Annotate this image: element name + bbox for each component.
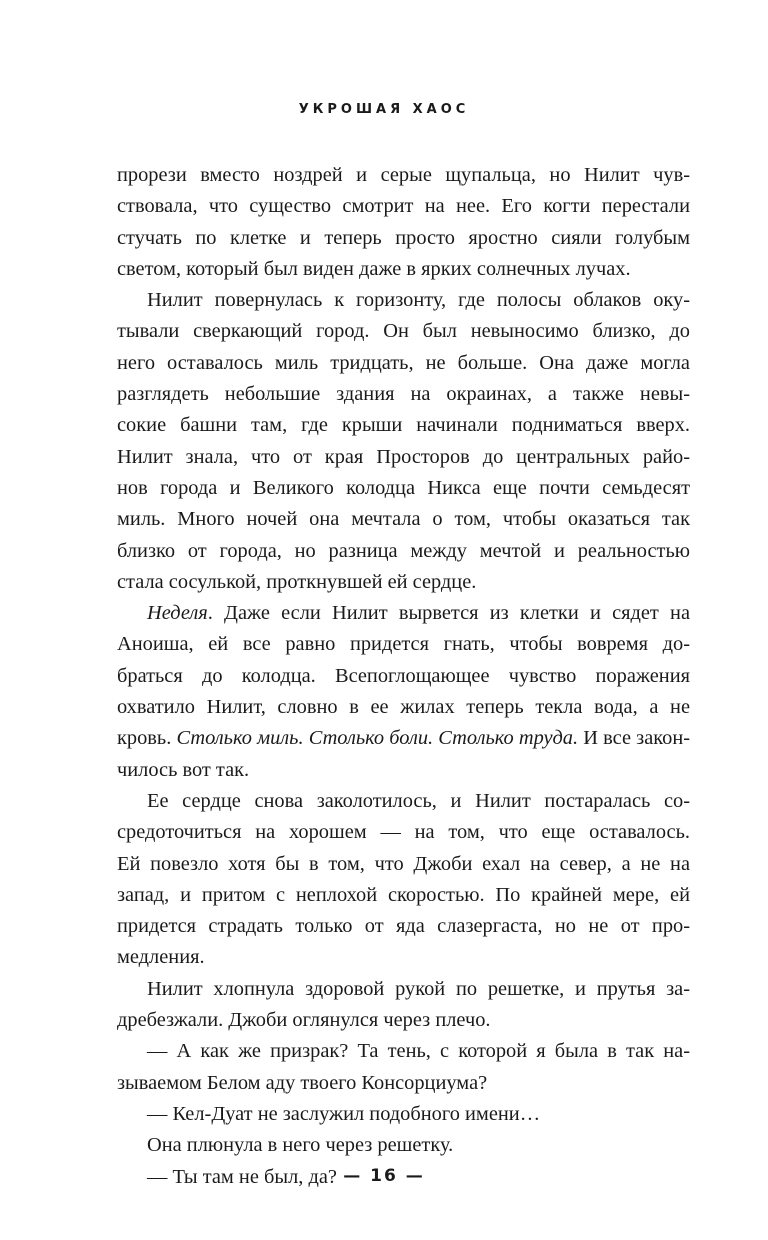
text-line: Она плюнула в него через решетку. bbox=[147, 1134, 454, 1157]
text-line: браться до колодца. Всепоглощающее чувство поражения bbox=[117, 664, 690, 687]
text-line: стучать по клетке и теперь просто яростно сияли голубым bbox=[117, 226, 690, 249]
text-line: Нилит хлопнула здоровой рукой по решетке, и прутья за- bbox=[147, 977, 690, 1000]
text-line: разглядеть небольшие здания на окраинах, а также невы- bbox=[117, 383, 690, 406]
paragraph-3 bbox=[117, 598, 690, 786]
text-line: сокие башни там, где крыши начинали подниматься вверх. bbox=[117, 414, 690, 437]
page-number: — 16 — bbox=[343, 1166, 425, 1186]
text-line: запад, и притом с неплохой скоростью. По крайней мере, ей bbox=[117, 883, 690, 906]
paragraph-1 bbox=[117, 160, 690, 285]
text-line: нов города и Великого колодца Никса еще почти семьдесят bbox=[117, 476, 690, 499]
text-line: Аноиша, ей все равно придется гнать, чтобы вовремя до- bbox=[117, 633, 690, 656]
paragraph-2 bbox=[117, 285, 690, 598]
text-run: И все закон- bbox=[578, 727, 691, 750]
text-line: Нилит повернулась к горизонту, где полосы облаков оку- bbox=[147, 289, 690, 312]
paragraph-5 bbox=[117, 974, 690, 1037]
text-line: охватило Нилит, словно в ее жилах теперь текла вода, а не bbox=[117, 696, 690, 719]
paragraph-4 bbox=[117, 786, 690, 974]
text-line: миль. Много ночей она мечтала о том, чтобы оказаться так bbox=[117, 508, 690, 531]
text-line: придется страдать только от яда слазергаста, но не от про- bbox=[117, 915, 690, 938]
text-line: прорези вместо ноздрей и серые щупальца, но Нилит чув- bbox=[117, 164, 690, 186]
text-run: кровь. bbox=[117, 727, 177, 750]
text-line: Нилит знала, что от края Просторов до центральных райо- bbox=[117, 445, 690, 468]
italic-text: Неделя bbox=[147, 602, 208, 625]
text-line: близко от города, но разница между мечтой и реальностью bbox=[117, 539, 690, 562]
text-line: ствовала, что существо смотрит на нее. Его когти перестали bbox=[117, 195, 690, 218]
text-line: светом, который был виден даже в ярких солнечных лучах. bbox=[117, 257, 631, 280]
page-body-text bbox=[117, 160, 690, 1193]
text-line: стала сосулькой, проткнувшей ей сердце. bbox=[117, 570, 477, 593]
text-line: Ее сердце снова заколотилось, и Нилит постаралась со- bbox=[147, 789, 690, 812]
paragraph-7-dialogue bbox=[117, 1099, 690, 1130]
text-line: зываемом Белом аду твоего Консорциума? bbox=[117, 1071, 488, 1094]
text-line: средоточиться на хорошем — на том, что еще оставалось. bbox=[117, 821, 690, 844]
text-line: дребезжали. Джоби оглянулся через плечо. bbox=[117, 1009, 491, 1032]
text-line: Ей повезло хотя бы в том, что Джоби ехал на север, а не на bbox=[117, 852, 690, 875]
text-line: тывали сверкающий город. Он был невыносимо близко, до bbox=[117, 320, 690, 343]
text-line: — Ты там не был, да? bbox=[147, 1165, 337, 1188]
text-line bbox=[117, 723, 690, 754]
italic-text: Столько миль. Столько боли. Столько труда. bbox=[176, 727, 579, 750]
text-line: него оставалось миль тридцать, не больше. Она даже могла bbox=[117, 351, 690, 374]
text-line: медления. bbox=[117, 946, 205, 969]
text-run: . Даже если Нилит вырвется из клетки и сядет на bbox=[207, 602, 690, 625]
text-line bbox=[117, 598, 690, 629]
paragraph-6-dialogue bbox=[117, 1036, 690, 1099]
paragraph-8 bbox=[117, 1130, 690, 1161]
text-line: — Кел-Дуат не заслужил подобного имени… bbox=[147, 1102, 541, 1125]
running-header-title: УКРОШАЯ ХАОС bbox=[298, 102, 470, 117]
text-line: — А как же призрак? Та тень, с которой я была в так на- bbox=[147, 1040, 690, 1063]
text-line: чилось вот так. bbox=[117, 758, 250, 781]
